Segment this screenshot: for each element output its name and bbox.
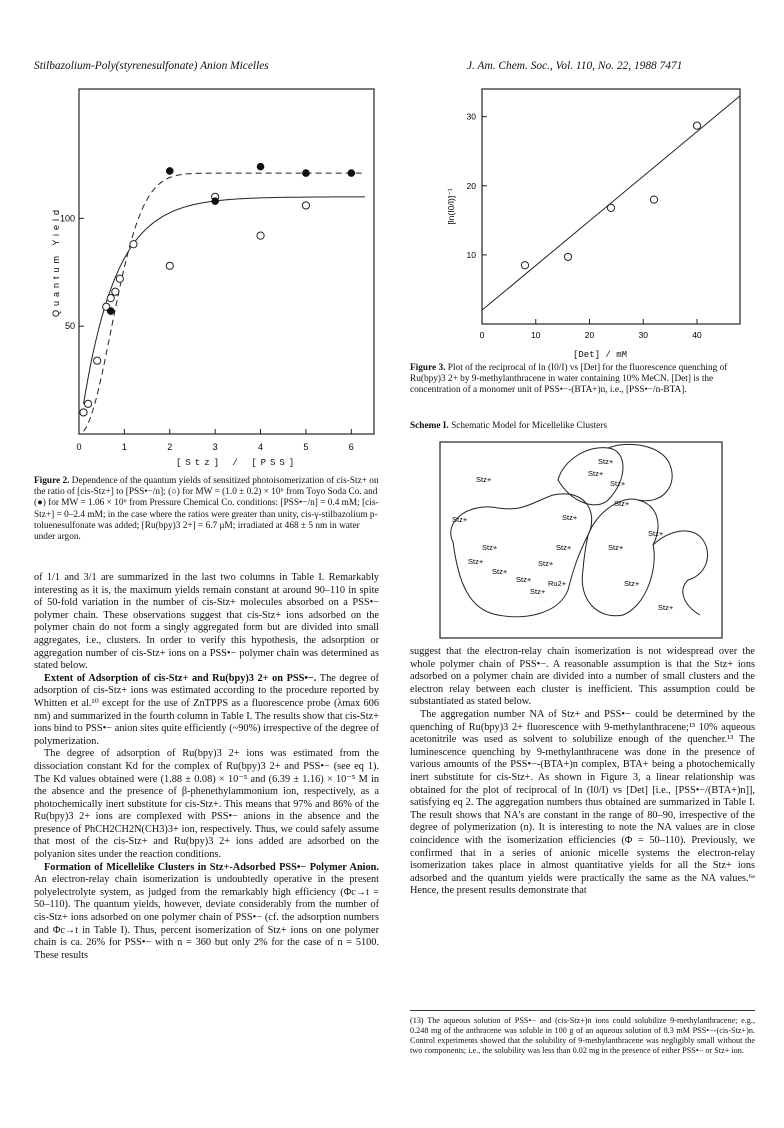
figure-2-xlabel: [Stz] / [PSS] (176, 458, 299, 468)
figure-3-point (521, 262, 528, 269)
figure-2-xtick-label: 1 (121, 442, 127, 452)
figure-2-xtick-label: 3 (212, 442, 218, 452)
left-column (34, 572, 379, 962)
figure-2-point-open (80, 409, 87, 416)
figure-3-xlabel: [Det] / mM (573, 350, 628, 360)
scheme-1-label: Stz+ (530, 587, 546, 596)
scheme-1-label: Stz+ (516, 575, 532, 584)
left-paragraph-2 (34, 673, 379, 749)
figure-2-fit-curve-open (84, 197, 365, 404)
scheme-1-label: Stz+ (562, 513, 578, 522)
scheme-1-label: Stz+ (452, 515, 468, 524)
scheme-1-label: Stz+ (658, 603, 674, 612)
figure-3-point (650, 196, 657, 203)
scheme-1-label: Stz+ (468, 557, 484, 566)
figure-2-point-open (94, 357, 101, 364)
figure-3-xtick-label: 40 (692, 330, 702, 340)
scheme-1-label: Stz+ (614, 499, 630, 508)
figure-2-point-filled (211, 197, 219, 205)
scheme-1-heading (410, 421, 755, 432)
figure-2-point-open (112, 288, 119, 295)
scheme-1-label: Scheme I. (410, 421, 449, 431)
footnote-divider (410, 1010, 755, 1011)
figure-2-caption (34, 476, 379, 543)
scheme-1-label: Stz+ (648, 529, 664, 538)
figure-2-caption-text: Dependence of the quantum yields of sensitized photoisomerization of cis-Stz+ on the ratio of [cis-Stz+] to [PSS•−/n]; (○) for MW = (1.0 ± 0.2) × 10⁶ from Toyo Soda Co. and (●) for MW = 1.06 × 10⁶ from Pressure Chemical Co. conditions: [PSS•−/n] = 0.4 mM; [cis-Stz+] = 0–2.4 mM; in the case where the ratios were greater than unity, cis-γ-stilbazolium p-toluenesulfonate was added; [Ru(bpy)3 2+] = 6.7 μM; irradiated at 468 ± 5 nm in water under argon. (34, 476, 379, 543)
left-paragraph-1: of 1/1 and 3/1 are summarized in the last two columns in Table I. Remarkably interesting as it is, the maximum yields remain constant at around 90–110 in spite of 50-fold variation in the number of cis-Stz+ molecules absorbed on a PSS•− polymer chain. These observations suggest that cis-Stz+ ions adsorbed on the polymer chain do not form a singly aggregated form but are divided into small aggregates, i.e., clusters. In order to verify this hypothesis, the adsorption or aggregation number of cis-Stz+ ions on a PSS•− polymer chain was determined as stated below. (34, 572, 379, 672)
figure-2 (34, 84, 384, 454)
scheme-1-label: Stz+ (598, 457, 614, 466)
figure-2-point-open (84, 400, 91, 407)
figure-2-ytick-label: 50 (64, 321, 75, 332)
figure-2-point-filled (348, 169, 356, 177)
right-paragraph-1: suggest that the electron-relay chain isomerization is not widespread over the whole polymer chain of PSS•−. A reasonable assumption is that the Stz+ ions adsorbed on a polymer chain are divided into a number of small clusters and the electron relay between each cluster is inefficient. This assumption could be substantiated as stated below. (410, 646, 755, 708)
figure-2-ylabel: Quantum Yield (51, 205, 61, 318)
figure-3-ylabel: [ln(I0/I)]⁻¹ (446, 188, 456, 225)
left-paragraph-4-text: An electron-relay chain isomerization is undoubtedly operative in the present polyelectrolyte system, as judged from the remarkably high efficiency (Φc→t = 50–110). The quantum yields, however, deviate considerably from the number of cis-Stz+ ions adsorbed on one polymer chain of PSS•− (cf. the adsorption numbers and Φc→t in Table I). Thus, percent isomerization of Stz+ ions on one polymer chain is ca. 26% for PSS•− with n = 360 but only 2% for the case of n = 5100. These results (34, 874, 379, 961)
running-header-left: Stilbazolium-Poly(styrenesulfonate) Anion Micelles (34, 60, 269, 72)
figure-2-point-open (130, 241, 137, 248)
figure-2-caption-label: Figure 2. (34, 476, 70, 486)
figure-3-ytick-label: 10 (466, 249, 476, 260)
footnote-13: (13) The aqueous solution of PSS•− and (cis-Stz+)n ions could solubilize 9-methylanthracene; e.g., 0.248 mg of the anthracene was soluble in 100 g of an aqueous solution of 8.3 mM PSS•−-(cis-Stz+)n. Control experiments showed that the solubility of 9-methylanthracene was negligibly small without the two components; i.e., the solubility was less than 0.02 mg in the presence of either PSS•− or Stz+ ion. (410, 1016, 755, 1055)
figure-2-fit-curve-filled (84, 173, 365, 431)
figure-2-xtick-label: 2 (167, 442, 173, 452)
figure-2-point-filled (302, 169, 310, 177)
figure-2-point-open (166, 262, 173, 269)
left-paragraph-3: The degree of adsorption of Ru(bpy)3 2+ ions was estimated from the dissociation constant Kd for the complex of Ru(bpy)3 2+ and PSS•− (see eq 1). The Kd values obtained were (1.88 ± 0.08) × 10⁻⁵ and (6.39 ± 1.16) × 10⁻⁵ M in the absence and the presence of β-phenethylammonium ion, respectively, as a photochemically inert substitute for cis-Stz+. This means that 97% and 86% of the Ru(bpy)3 2+ ions are complexed with PSS•− anions in the absence and the presence of PhCH2CH2N(CH3)3+ ion, respectively. Thus, we could safely assume that most of the cis-Stz+ and Ru(bpy)3 2+ ions added are adsorbed on the polyanion sites under the reaction conditions. (34, 748, 379, 861)
figure-3-xtick-label: 20 (584, 330, 595, 340)
figure-3-ytick-label: 20 (466, 180, 476, 191)
scheme-1-label: Ru2+ (548, 579, 567, 588)
figure-2-xtick-label: 5 (303, 442, 309, 452)
scheme-1-label: Stz+ (624, 579, 640, 588)
right-column (410, 646, 755, 898)
figure-3-xtick-label: 10 (531, 330, 541, 340)
figure-3-xtick-label: 30 (638, 330, 648, 340)
figure-3-ytick-label: 30 (466, 111, 476, 122)
figure-3-point (693, 122, 700, 129)
figure-2-xtick-label: 6 (348, 442, 354, 452)
running-header-right: J. Am. Chem. Soc., Vol. 110, No. 22, 1988 7471 (467, 60, 683, 72)
figure-2-point-open (302, 202, 309, 209)
figure-3-caption (410, 363, 755, 397)
figure-3 (440, 84, 750, 352)
scheme-1 (438, 440, 724, 640)
figure-3-xtick-label: 0 (479, 330, 485, 340)
figure-2-ytick-label: 100 (59, 213, 75, 224)
figure-3-plot (440, 84, 750, 352)
figure-2-xtick-label: 4 (258, 442, 264, 452)
figure-2-point-open (116, 275, 123, 282)
figure-2-point-filled (257, 163, 265, 171)
scheme-1-title: Schematic Model for Micellelike Clusters (451, 421, 608, 431)
figure-2-xtick-label: 0 (76, 442, 82, 452)
scheme-1-label: Stz+ (608, 543, 624, 552)
figure-2-point-open (257, 232, 264, 239)
figure-3-caption-text: Plot of the reciprocal of ln (I0/I) vs [Det] for the fluorescence quenching of Ru(bpy)3 2+ by 9-methylanthracene in water containing 10% MeCN. [Det] is the concentration of a monomer unit of PSS•−-(BTA+)n, i.e., [PSS•−/n-BTA]. (410, 363, 728, 396)
right-paragraph-2: The aggregation number NA of Stz+ and PSS•− could be determined by the quenching of Ru(bpy)3 2+ fluorescence with 9-methylanthracene;¹³ 10% aqueous acetonitrile was used as solvent to solubilize enough of the quencher.¹³ The luminescence quenching by 9-methylanthracene was done in the presence of various amounts of the PSS•−-(BTA+)n complex, BTA+ being a photochemically inert substitute for cis-Stz+. As shown in Figure 3, a linear relationship was obtained for the plot of reciprocal of ln (I0/I) vs [Det] [i.e., [PSS•−/(BTA+)n]], satisfying eq 2. The aggregation numbers thus obtained are summarized in Table I. The result shows that NA's are constant in the range of 80–90, irrespective of the degree of polymerization (n). It is interesting to note the NA values are in close coincidence with the isomerization efficiencies (Φ = 50–110). Previously, we confirmed that in a series of anionic micelle systems the electron-relay isomerization takes place in almost quantitative yields for all the Stz+ ions adsorbed and the quantum yields were practically the same as the NA values.⁶ᵃ Hence, the present results demonstrate that (410, 708, 755, 897)
figure-2-point-filled (107, 307, 115, 315)
figure-2-plot (34, 84, 384, 454)
figure-3-fit-line (482, 96, 740, 310)
scheme-1-drawing (438, 440, 724, 640)
left-heading-adsorption: Extent of Adsorption of cis-Stz+ and Ru(bpy)3 2+ on PSS•−. (44, 672, 317, 684)
scheme-1-label: Stz+ (610, 479, 626, 488)
scheme-1-label: Stz+ (588, 469, 604, 478)
scheme-1-label: Stz+ (492, 567, 508, 576)
scheme-1-label: Stz+ (538, 559, 554, 568)
figure-3-caption-label: Figure 3. (410, 363, 446, 373)
figure-2-point-open (107, 295, 114, 302)
scheme-1-label: Stz+ (476, 475, 492, 484)
figure-3-point (564, 253, 571, 260)
scheme-1-label: Stz+ (482, 543, 498, 552)
left-heading-clusters: Formation of Micellelike Clusters in Stz+-Adsorbed PSS•− Polymer Anion. (44, 861, 379, 873)
left-paragraph-2-text: The degree of adsorption of cis-Stz+ ions was estimated according to the procedure reported by Whitten et al.¹⁰ except for the use of ZnTPPS as a fluorescence probe (λmax 606 nm) and summarized in the fourth column in Table I. The results show that cis-Stz+ ions bind to PSS•− anion sites quite efficiently (~90%) irrespective of the degree of polymerization. (34, 672, 379, 747)
figure-3-point (607, 204, 614, 211)
figure-2-point-filled (166, 167, 174, 175)
left-paragraph-4 (34, 862, 379, 963)
scheme-1-label: Stz+ (556, 543, 572, 552)
